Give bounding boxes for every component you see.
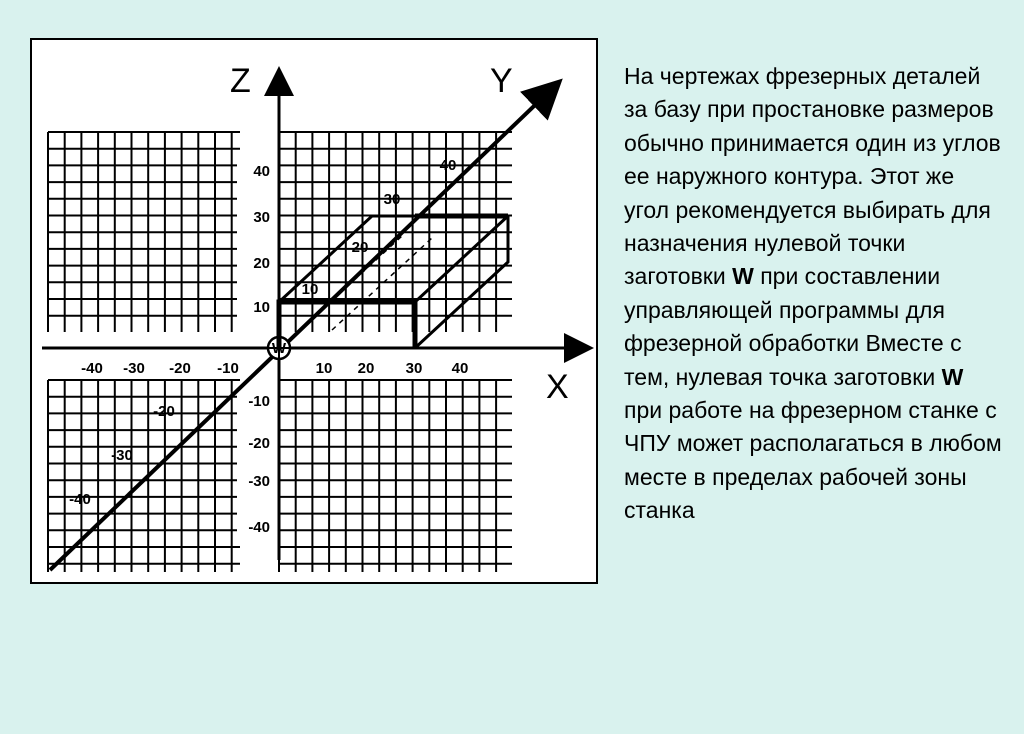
x-tick-label: 40 [451, 360, 469, 377]
x-tick-label: -30 [123, 360, 145, 377]
y-tick-label: 40 [439, 157, 457, 174]
z-tick-label: 20 [253, 255, 270, 272]
z-tick-label: 40 [253, 163, 270, 180]
y-tick-label: 10 [301, 281, 319, 298]
y-tick-label: -30 [111, 447, 133, 464]
z-tick-label: -30 [248, 473, 270, 490]
x-axis-label: X [546, 368, 569, 406]
caption-text [624, 60, 1004, 528]
x-label-strip [52, 358, 512, 378]
x-tick-label: -20 [169, 360, 191, 377]
box-front-face [279, 302, 415, 348]
y-tick-label: 20 [351, 239, 369, 256]
coordinate-diagram [30, 38, 598, 584]
x-tick-label: 20 [357, 360, 375, 377]
z-tick-label: -10 [248, 393, 270, 410]
z-tick-label: 30 [253, 209, 270, 226]
x-tick-label: -10 [217, 360, 239, 377]
x-tick-label: -40 [81, 360, 103, 377]
y-tick-label: -20 [153, 403, 175, 420]
caption-part-2: при составлении управляющей программы для фрезерной обработки Вместе с тем, нулевая точка заготовки [624, 263, 962, 390]
y-tick-label: -40 [69, 491, 91, 508]
caption-w-2: W [941, 363, 964, 390]
z-axis-label: Z [230, 62, 251, 100]
x-tick-label: 30 [405, 360, 423, 377]
caption-w-1: W [732, 263, 754, 290]
y-tick-label: 30 [383, 191, 401, 208]
z-tick-label: -40 [248, 519, 270, 536]
origin-label: W [271, 340, 287, 357]
y-axis-label: Y [490, 62, 513, 100]
axes [42, 72, 588, 570]
caption-paragraph [624, 60, 1004, 528]
z-tick-label: -20 [248, 435, 270, 452]
x-tick-label: 10 [315, 360, 333, 377]
diagram-svg [32, 40, 596, 582]
z-tick-label: 10 [253, 299, 270, 316]
caption-part-3: при работе на фрезерном станке с ЧПУ может располагаться в любом месте в пределах рабочей зоны станка [624, 397, 1002, 524]
caption-part-1: На чертежах фрезерных деталей за базу при простановке размеров обычно принимается один из углов ее наружного контура. Этот же угол рекомендуется выбирать для назначения нулевой точки заготовки [624, 63, 1001, 290]
